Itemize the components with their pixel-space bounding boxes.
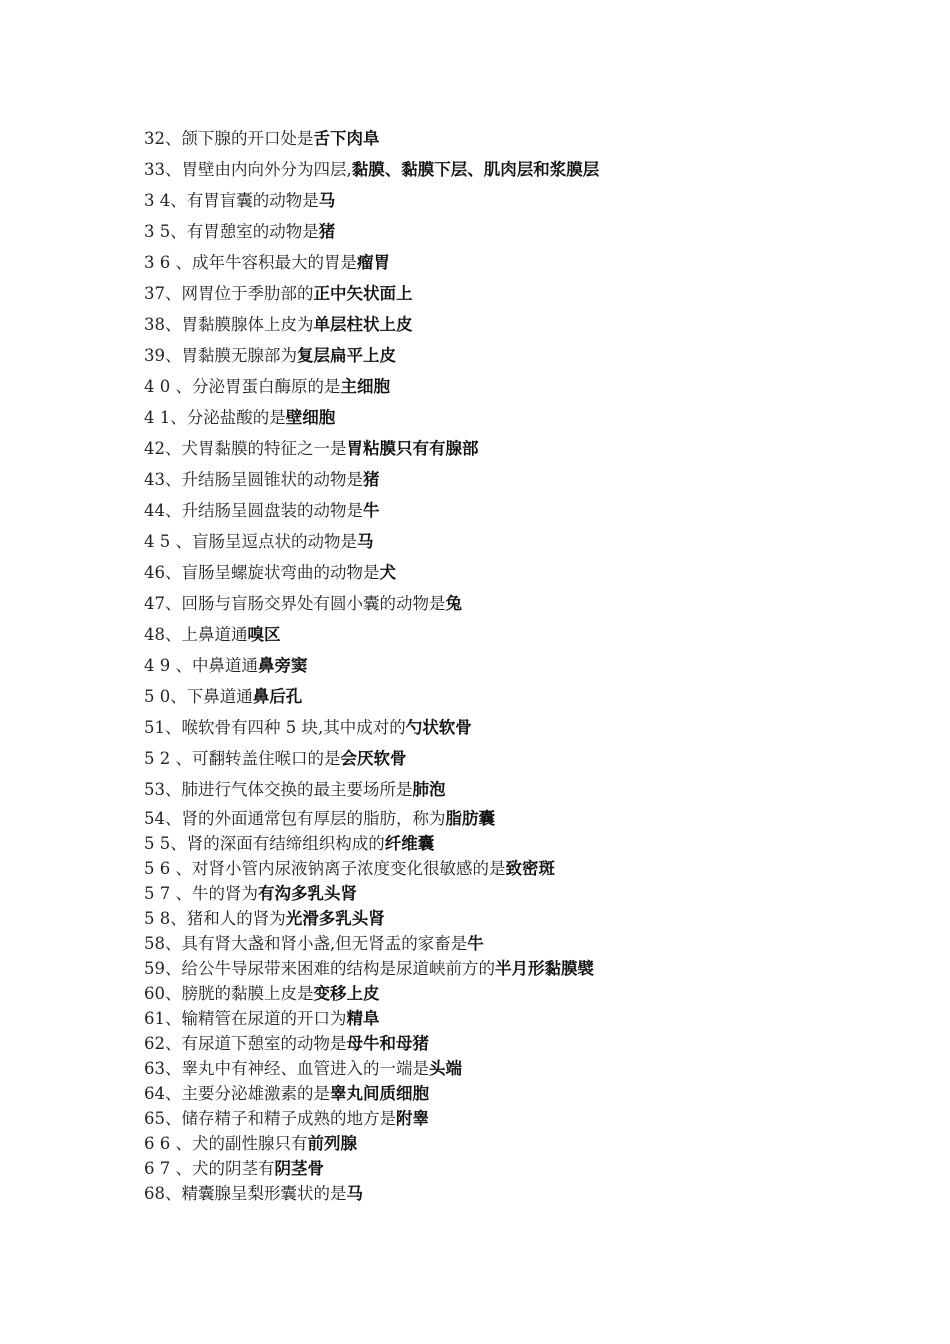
list-item [144,248,904,279]
list-item [144,651,904,682]
list-item [144,279,904,310]
question-text: 63、睾丸中有神经、血管进入的一端是 [144,1059,429,1078]
question-text: 42、犬胃黏膜的特征之一是 [144,439,347,458]
answer-text: 马 [346,1184,363,1203]
answer-text: 母牛和母猪 [346,1034,429,1053]
list-item [144,527,904,558]
question-text: 3 4、有胃盲囊的动物是 [144,191,319,210]
answer-text: 牛 [467,934,484,953]
list-item [144,558,904,589]
question-text: 37、网胃位于季肋部的 [144,284,314,303]
question-text: 48、上鼻道通 [144,625,248,644]
question-text: 44、升结肠呈圆盘装的动物是 [144,501,363,520]
question-text: 4 5 、盲肠呈逗点状的动物是 [144,532,357,551]
answer-text: 犬 [379,563,396,582]
question-text: 4 1、分泌盐酸的是 [144,408,286,427]
answer-text: 前列腺 [307,1134,357,1153]
list-item [144,1006,904,1031]
answer-text: 胃粘膜只有有腺部 [346,439,479,458]
list-item [144,372,904,403]
answer-text: 壁细胞 [285,408,336,427]
list-item [144,496,904,527]
list-item [144,465,904,496]
answer-text: 光滑多乳头肾 [285,909,385,928]
question-text: 5 0、下鼻道通 [144,687,253,706]
question-text: 3 5、有胃憩室的动物是 [144,222,319,241]
question-text: 39、胃黏膜无腺部为 [144,346,297,365]
answer-text: 鼻后孔 [252,687,303,706]
list-item [144,1181,904,1206]
answer-text: 马 [318,191,336,210]
question-text: 58、具有肾大盏和肾小盏,但无肾盂的家畜是 [144,934,468,953]
question-text: 4 0 、分泌胃蛋白酶原的是 [144,377,341,396]
answer-text: 附睾 [396,1109,429,1128]
answer-text: 兔 [445,594,462,613]
answer-text: 嗅区 [247,625,281,644]
list-item [144,775,904,806]
list-item [144,931,904,956]
list-item [144,956,904,981]
list-item [144,217,904,248]
question-text: 46、盲肠呈螺旋状弯曲的动物是 [144,563,380,582]
list-item [144,831,904,856]
answer-text: 猪 [318,222,336,241]
answer-text: 精阜 [346,1009,380,1028]
answer-text: 脂肪囊 [445,809,495,828]
answer-text: 变移上皮 [313,984,380,1003]
question-text: 61、输精管在尿道的开口为 [144,1009,347,1028]
answer-text: 单层柱状上皮 [313,315,413,334]
list-item [144,906,904,931]
list-item [144,620,904,651]
answer-text: 复层扁平上皮 [297,346,396,365]
question-text: 5 2 、可翻转盖住喉口的是 [144,749,341,768]
answer-text: 猪 [363,470,380,489]
answer-text: 勺状软骨 [405,718,472,737]
question-text: 38、胃黏膜腺体上皮为 [144,315,314,334]
list-item [144,806,904,831]
question-answer-list [144,124,904,1206]
list-item [144,434,904,465]
list-item [144,403,904,434]
list-item [144,881,904,906]
list-item [144,124,904,155]
answer-text: 有沟多乳头肾 [258,884,357,903]
question-text: 4 9 、中鼻道通 [144,656,258,675]
list-item [144,1131,904,1156]
answer-text: 致密斑 [505,859,555,878]
list-item [144,1031,904,1056]
question-text: 5 6 、对肾小管内尿液钠离子浓度变化很敏感的是 [144,859,506,878]
list-item [144,589,904,620]
list-item [144,1081,904,1106]
list-item [144,981,904,1006]
question-text: 6 7 、犬的阴茎有 [144,1159,275,1178]
question-text: 5 5、肾的深面有结缔组织构成的 [144,834,385,853]
question-text: 5 8、猪和人的肾为 [144,909,286,928]
answer-text: 瘤胃 [357,253,390,272]
answer-text: 舌下肉阜 [313,129,380,148]
list-item [144,1106,904,1131]
question-text: 43、升结肠呈圆锥状的动物是 [144,470,363,489]
answer-text: 马 [357,532,374,551]
answer-text: 黏膜、黏膜下层、肌肉层和浆膜层 [351,160,600,179]
question-text: 54、肾的外面通常包有厚层的脂肪，称为 [144,809,446,828]
question-text: 59、给公牛导尿带来困难的结构是尿道峡前方的 [144,959,495,978]
answer-text: 半月形黏膜襞 [495,959,594,978]
question-text: 68、精囊腺呈梨形囊状的是 [144,1184,347,1203]
answer-text: 纤维囊 [384,834,435,853]
question-text: 5 7 、牛的肾为 [144,884,258,903]
list-item [144,155,904,186]
list-item [144,744,904,775]
question-text: 51、喉软骨有四种 5 块,其中成对的 [144,718,406,737]
question-text: 65、储存精子和精子成熟的地方是 [144,1109,396,1128]
list-item [144,682,904,713]
question-text: 33、胃壁由内向外分为四层, [144,160,352,179]
question-text: 47、回肠与盲肠交界处有圆小囊的动物是 [144,594,446,613]
list-item [144,341,904,372]
list-item [144,310,904,341]
answer-text: 睾丸间质细胞 [330,1084,429,1103]
list-item [144,1156,904,1181]
list-item [144,1056,904,1081]
answer-text: 头端 [429,1059,462,1078]
question-text: 32、颌下腺的开口处是 [144,129,314,148]
question-text: 62、有尿道下憩室的动物是 [144,1034,347,1053]
answer-text: 肺泡 [412,780,446,799]
question-text: 53、肺进行气体交换的最主要场所是 [144,780,413,799]
question-text: 6 6 、犬的副性腺只有 [144,1134,308,1153]
answer-text: 正中矢状面上 [313,284,413,303]
answer-text: 阴茎骨 [274,1159,324,1178]
answer-text: 会厌软骨 [340,749,407,768]
answer-text: 主细胞 [340,377,390,396]
list-item [144,856,904,881]
list-item [144,713,904,744]
question-text: 60、膀胱的黏膜上皮是 [144,984,314,1003]
list-item [144,186,904,217]
answer-text: 牛 [363,501,380,520]
question-text: 3 6 、成年牛容积最大的胃是 [144,253,357,272]
answer-text: 鼻旁窦 [258,656,308,675]
question-text: 64、主要分泌雄激素的是 [144,1084,330,1103]
